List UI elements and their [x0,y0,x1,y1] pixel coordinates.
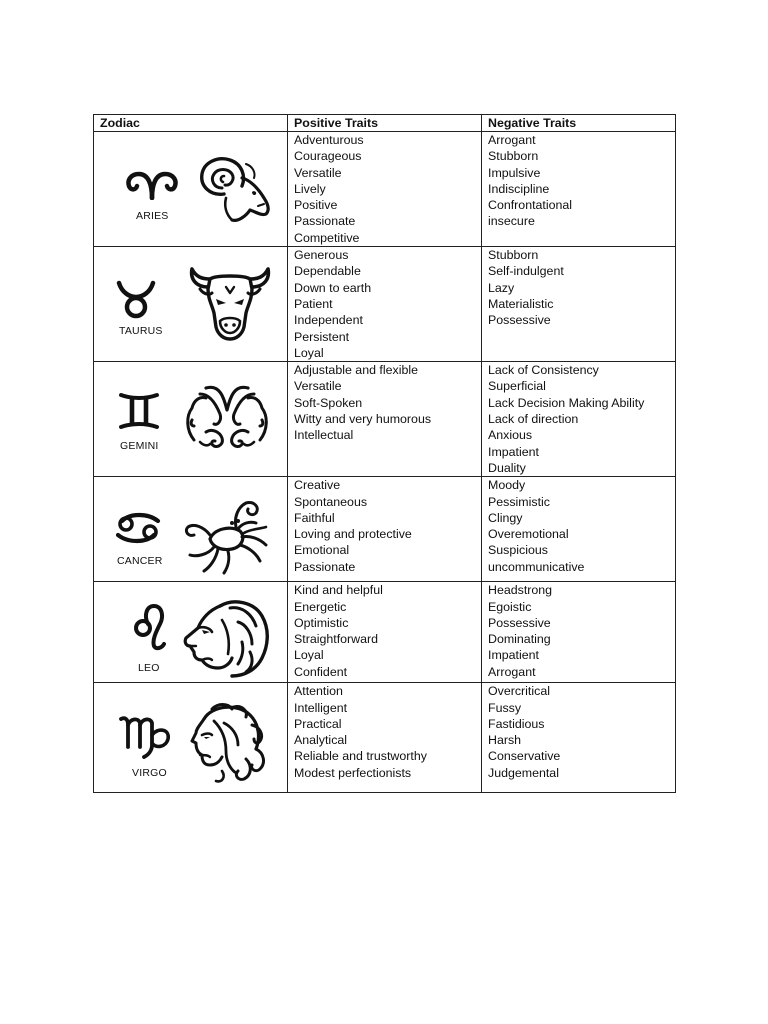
zodiac-cell-aries [94,132,288,247]
zodiac-cell-leo [94,582,288,683]
negative-trait: Lack of direction [488,412,579,427]
positive-trait: Faithful [294,510,335,525]
positive-trait: Down to earth [294,280,372,295]
positive-trait: Patient [294,296,333,311]
sign-name-leo: LEO [138,662,160,675]
positive-trait: Versatile [294,379,342,394]
negative-traits-gemini [482,362,676,477]
positive-trait: Straightforward [294,632,379,647]
positive-trait: Loyal [294,345,324,360]
negative-trait: Possessive [488,313,551,328]
negative-trait: Harsh [488,733,522,748]
positive-trait: Spontaneous [294,494,368,509]
sign-name-taurus: TAURUS [119,325,163,338]
positive-trait: Creative [294,478,341,493]
positive-trait: Independent [294,313,363,328]
sign-name-virgo: VIRGO [132,767,167,780]
twins-icon [180,380,274,452]
positive-trait: Positive [294,198,338,213]
negative-traits-virgo [482,683,676,793]
negative-trait: Conservative [488,749,561,764]
positive-trait: Lively [294,181,326,196]
positive-trait: Intellectual [294,428,354,443]
row-leo [94,582,676,683]
header-negative-traits: Negative Traits [482,115,676,132]
negative-traits-leo [482,582,676,683]
negative-trait: Suspicious [488,543,548,558]
positive-trait: Generous [294,248,349,263]
virgo-symbol-icon [118,713,174,759]
negative-trait: Clingy [488,510,523,525]
positive-trait: Passionate [294,559,356,574]
positive-trait: Energetic [294,599,347,614]
positive-trait: Reliable and trustworthy [294,749,427,764]
positive-trait: Kind and helpful [294,583,383,598]
negative-trait: Fussy [488,700,522,715]
negative-trait: Duality [488,460,526,475]
negative-trait: Judgemental [488,765,559,780]
lion-icon [180,596,274,680]
positive-trait: Passionate [294,214,356,229]
negative-trait: Headstrong [488,583,553,598]
maiden-icon [182,699,272,785]
positive-trait: Courageous [294,149,362,164]
positive-trait: Attention [294,684,343,699]
header-positive-traits: Positive Traits [288,115,482,132]
negative-trait: Moody [488,478,526,493]
positive-trait: Adjustable and flexible [294,363,418,378]
positive-trait: Modest perfectionists [294,765,412,780]
negative-trait: Anxious [488,428,533,443]
ram-icon [190,154,274,226]
negative-trait: uncommunicative [488,559,585,574]
negative-trait: Lazy [488,280,515,295]
negative-trait: Arrogant [488,664,536,679]
positive-trait: Competitive [294,230,360,245]
positive-trait: Adventurous [294,133,364,147]
negative-trait: Overcritical [488,684,550,699]
negative-trait: Arrogant [488,133,536,147]
positive-traits-cancer [288,477,482,582]
negative-trait: Dominating [488,632,551,647]
row-cancer [94,477,676,582]
sign-name-aries: ARIES [136,210,169,222]
negative-trait: Impatient [488,648,539,663]
sign-name-gemini: GEMINI [120,440,159,453]
negative-traits-aries [482,132,676,247]
row-taurus [94,247,676,362]
leo-symbol-icon [132,602,166,652]
negative-trait: Possessive [488,615,551,630]
bull-icon [186,265,274,343]
negative-traits-cancer [482,477,676,582]
crab-icon [180,497,274,577]
positive-trait: Practical [294,716,342,731]
positive-trait: Analytical [294,733,348,748]
header-zodiac: Zodiac [94,115,288,132]
positive-traits-taurus [288,247,482,362]
positive-traits-gemini [288,362,482,477]
negative-trait: Overemotional [488,527,569,542]
negative-trait: Confrontational [488,198,573,213]
positive-trait: Witty and very humorous [294,412,432,427]
positive-trait: Optimistic [294,615,349,630]
header-row [94,115,676,132]
positive-trait: Dependable [294,264,361,279]
positive-traits-aries [288,132,482,247]
positive-traits-virgo [288,683,482,793]
negative-trait: Stubborn [488,248,539,263]
positive-trait: Persistent [294,329,350,344]
positive-trait: Emotional [294,543,350,558]
negative-trait: Lack of Consistency [488,363,599,378]
positive-trait: Intelligent [294,700,348,715]
sign-name-cancer: CANCER [117,555,163,568]
zodiac-traits-table [93,114,676,793]
zodiac-cell-taurus [94,247,288,362]
negative-trait: Lack Decision Making Ability [488,395,645,410]
negative-trait: Stubborn [488,149,539,164]
negative-trait: Self-indulgent [488,264,564,279]
negative-trait: Superficial [488,379,546,394]
aries-symbol-icon [124,170,180,200]
positive-trait: Versatile [294,165,342,180]
zodiac-cell-gemini [94,362,288,477]
negative-trait: Materialistic [488,296,554,311]
positive-trait: Confident [294,664,348,679]
negative-trait: Impulsive [488,165,541,180]
positive-trait: Loyal [294,648,324,663]
taurus-symbol-icon [116,279,156,319]
positive-traits-leo [288,582,482,683]
zodiac-cell-cancer [94,477,288,582]
gemini-symbol-icon [118,390,160,432]
row-aries [94,132,676,247]
negative-traits-taurus [482,247,676,362]
negative-trait: Pessimistic [488,494,550,509]
negative-trait: Fastidious [488,716,545,731]
positive-trait: Loving and protective [294,527,412,542]
positive-trait: Soft-Spoken [294,395,363,410]
negative-trait: Indiscipline [488,181,550,196]
negative-trait: Impatient [488,444,539,459]
row-gemini [94,362,676,477]
negative-trait: Egoistic [488,599,532,614]
zodiac-cell-virgo [94,683,288,793]
row-virgo [94,683,676,793]
cancer-symbol-icon [114,511,162,545]
negative-trait: insecure [488,214,535,229]
